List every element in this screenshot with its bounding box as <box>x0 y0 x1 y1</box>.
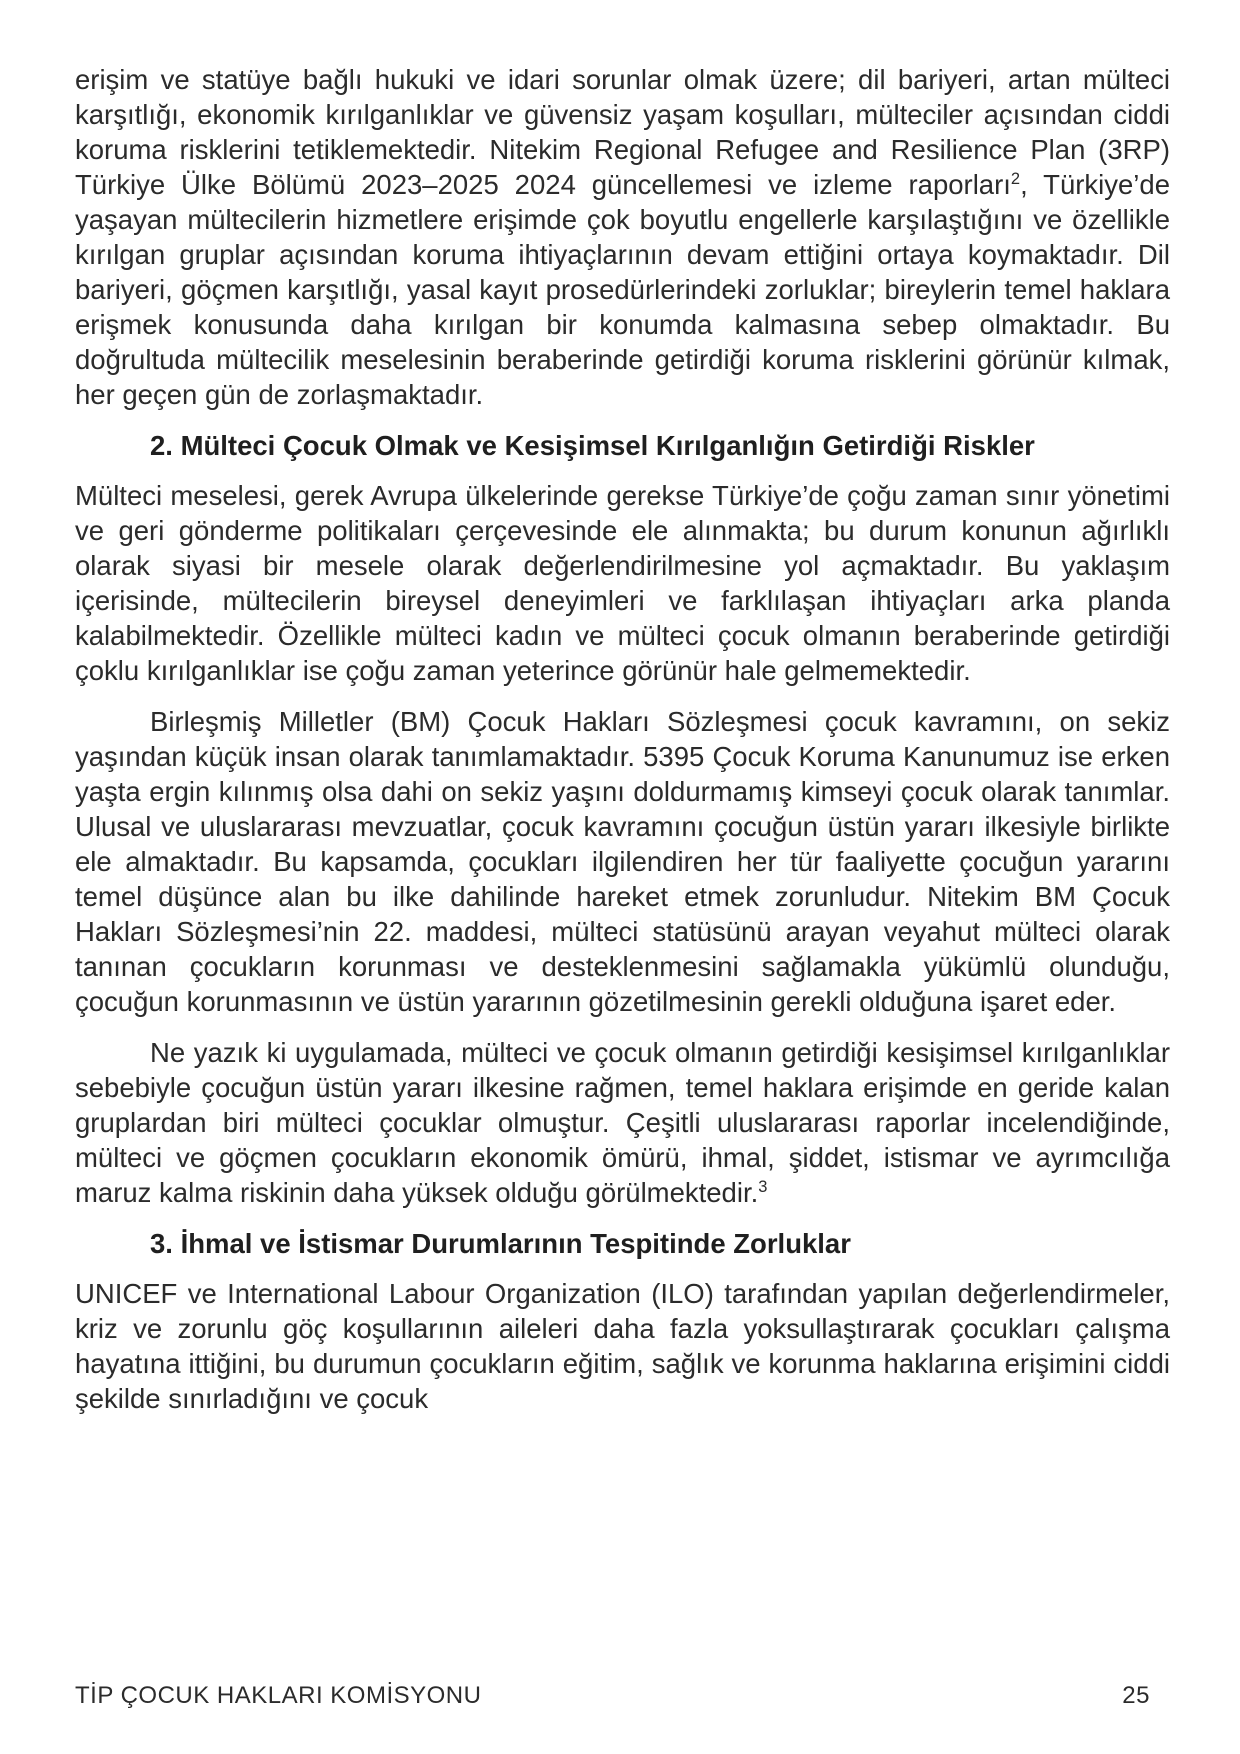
paragraph-text: , Türkiye’de yaşayan mültecilerin hizmetlere erişimde çok boyutlu engellerle karşılaştığını ve özellikle kırılgan gruplar açısından koruma ihtiyaçlarının devam ettiğini ortaya koymaktadır. Dil bariyeri, göçmen karşıtlığı, yasal kayıt prosedürlerindeki zorluklar; bireylerin temel haklara erişmek konusunda daha kırılgan bir konumda kalmasına sebep olmaktadır. Bu doğrultuda mültecilik meselesinin beraberinde getirdiği koruma risklerini görünür kılmak, her geçen gün de zorlaşmaktadır. <box>75 169 1170 410</box>
section-heading-2: 2. Mülteci Çocuk Olmak ve Kesişimsel Kırılganlığın Getirdiği Riskler <box>150 430 1035 461</box>
footnote-ref[interactable]: 3 <box>758 1177 768 1196</box>
page-content <box>75 62 1170 1432</box>
footer-title: TİP ÇOCUK HAKLARI KOMİSYONU <box>75 1682 482 1709</box>
paragraph-text: Ne yazık ki uygulamada, mülteci ve çocuk olmanın getirdiği kesişimsel kırılganlıklar sebebiyle çocuğun üstün yararı ilkesine rağmen, temel haklara erişimde en geride kalan gruplardan biri mülteci çocuklar olmuştur. Çeşitli uluslararası raporlar incelendiğinde, mülteci ve göçmen çocukların ekonomik ömürü, ihmal, şiddet, istismar ve ayrımcılığa maruz kalma riskinin daha yüksek olduğu görülmektedir. <box>75 1037 1170 1208</box>
footnote-ref[interactable]: 2 <box>1010 169 1021 188</box>
page-number: 25 <box>1122 1682 1150 1709</box>
paragraph-text: erişim ve statüye bağlı hukuki ve idari sorunlar olmak üzere; dil bariyeri, artan mülteci karşıtlığı, ekonomik kırılganlıklar ve güvensiz yaşam koşulları, mülteciler açısından ciddi koruma risklerini tetiklemektedir. Nitekim Regional Refugee and Resilience Plan (3RP) Türkiye Ülke Bölümü 2023–2025 2024 güncellemesi ve izleme raporları <box>75 64 1170 200</box>
paragraph-unicef-ilo: UNICEF ve International Labour Organization (ILO) tarafından yapılan değerlendirmeler, kriz ve zorunlu göç koşullarının aileleri daha fazla yoksullaştırarak çocukları çalışma hayatına ittiğini, bu durumun çocukların eğitim, sağlık ve korunma haklarına erişimini ciddi şekilde sınırladığını ve çocuk <box>75 1278 1170 1414</box>
page-footer <box>75 1682 1150 1710</box>
paragraph-un-convention: Birleşmiş Milletler (BM) Çocuk Hakları Sözleşmesi çocuk kavramını, on sekiz yaşından küçük insan olarak tanımlamaktadır. 5395 Çocuk Koruma Kanunumuz ise erken yaşta ergin kılınmış olsa dahi on sekiz yaşını doldurmamış kimseyi çocuk olarak tanımlar. Ulusal ve uluslararası mevzuatlar, çocuk kavramını çocuğun üstün yararı ilkesiyle birlikte ele almaktadır. Bu kapsamda, çocukları ilgilendiren her tür faaliyette çocuğun yararını temel düşünce alan bu ilke dahilinde hareket etmek zorunludur. Nitekim BM Çocuk Hakları Sözleşmesi’nin 22. maddesi, mülteci statüsünü arayan veyahut mülteci olarak tanınan çocukların korunması ve desteklenmesini sağlamakla yükümlü olunduğu, çocuğun korunmasının ve üstün yararının gözetilmesinin gerekli olduğuna işaret eder. <box>75 706 1170 1017</box>
section-heading-3: 3. İhmal ve İstismar Durumlarının Tespitinde Zorluklar <box>150 1228 851 1259</box>
paragraph-vulnerabilities <box>75 1035 1170 1210</box>
paragraph-refugee-issue: Mülteci meselesi, gerek Avrupa ülkelerinde gerekse Türkiye’de çoğu zaman sınır yönetimi ve geri gönderme politikaları çerçevesinde ele alınmakta; bu durum konunun ağırlıklı olarak siyasi bir mesele olarak değerlendirilmesine yol açmaktadır. Bu yaklaşım içerisinde, mültecilerin bireysel deneyimleri ve farklılaşan ihtiyaçları arka planda kalabilmektedir. Özellikle mülteci kadın ve mülteci çocuk olmanın beraberinde getirdiği çoklu kırılganlıklar ise çoğu zaman yeterince görünür hale gelmemektedir. <box>75 480 1170 686</box>
paragraph-intro <box>75 62 1170 412</box>
